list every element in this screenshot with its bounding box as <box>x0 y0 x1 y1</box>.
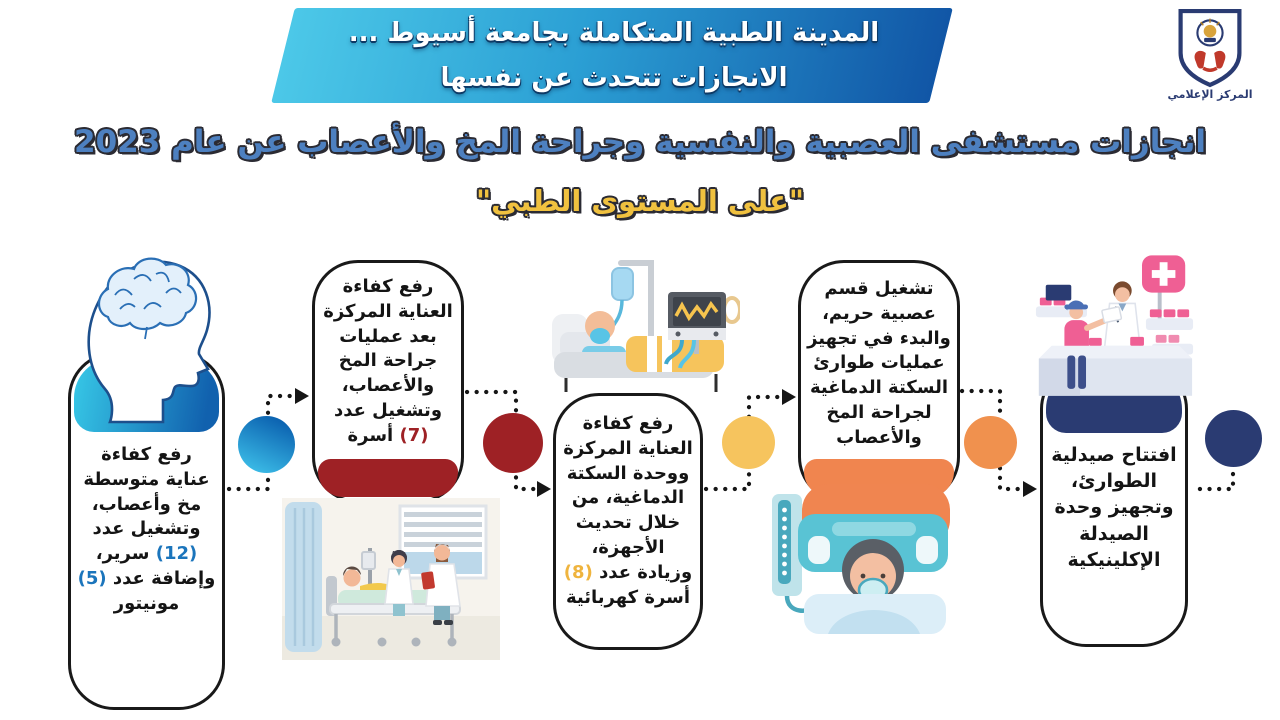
card2-text <box>321 275 455 449</box>
card3-text-part2: أسرة كهربائية <box>565 586 691 608</box>
card4-text: تشغيل قسم عصبية حريم، والبدء في تجهيز عمليات طوارئ السكتة الدماغية لجراحة المخ والأعصاب <box>807 278 951 448</box>
card1-text-part1: رفع كفاءة عناية متوسطة مخ وأعصاب، وتشغيل عدد <box>83 444 210 540</box>
banner-line2: الانجازات تتحدث عن نفسها <box>440 63 788 93</box>
connector-circle-navy <box>1205 410 1262 467</box>
card1-text <box>77 443 216 617</box>
card1-text-part3: مونيتور <box>113 592 180 614</box>
card2-footer <box>318 459 458 497</box>
card-emergency-pharmacy <box>1040 363 1188 647</box>
card3-text-part1: رفع كفاءة العناية المركزة ووحدة السكتة الدماغية، من خلال تحديث الأجهزة، وزيادة عدد <box>563 413 693 583</box>
pharmacy-counter-icon <box>1032 255 1197 403</box>
icu-equipment-icon <box>548 254 740 396</box>
page-title: انجازات مستشفى العصبية والنفسية وجراحة المخ والأعصاب عن عام 2023 <box>74 124 1206 160</box>
arrow-icon <box>782 389 796 405</box>
arrow-icon <box>295 388 309 404</box>
card2-text-part2: أسرة <box>347 424 400 446</box>
arrow-icon <box>537 481 551 497</box>
card-stroke-unit <box>553 393 703 650</box>
connector-5-end <box>1191 474 1233 489</box>
page-subtitle: "على المستوى الطبي" <box>475 184 805 218</box>
connector-circle-red <box>483 413 543 473</box>
card1-text-part2: سرير، وإضافة عدد <box>95 543 216 590</box>
head-brain-icon <box>60 237 220 442</box>
card2-text-part1: رفع كفاءة العناية المركزة بعد عمليات جراحة المخ والأعصاب، وتشغيل عدد <box>323 276 453 422</box>
card3-text <box>562 412 694 611</box>
patient-oxygen-mask-icon <box>770 484 970 634</box>
card2-beds-count: (7) <box>399 424 429 446</box>
card1-monitors-count: (5) <box>77 568 107 590</box>
card1-beds-count: (12) <box>155 543 198 565</box>
hospital-room-icon <box>282 498 500 660</box>
banner-line1: المدينة الطبية المتكاملة بجامعة أسيوط ... <box>348 18 880 48</box>
card3-beds-count: (8) <box>563 561 593 583</box>
connector-circle-blue <box>238 416 295 473</box>
arrow-icon <box>1023 481 1037 497</box>
connector-circle-orange <box>964 416 1017 469</box>
connector-circle-yellow <box>722 416 775 469</box>
card-icu-after-surgery <box>312 260 464 503</box>
logo-caption: المركز الإعلامي <box>1167 88 1253 101</box>
card-women-neuro-dept <box>798 260 960 503</box>
card5-text: افتتاح صيدلية الطوارئ، وتجهيز وحدة الصيدلة الإكلينيكية <box>1051 444 1177 571</box>
